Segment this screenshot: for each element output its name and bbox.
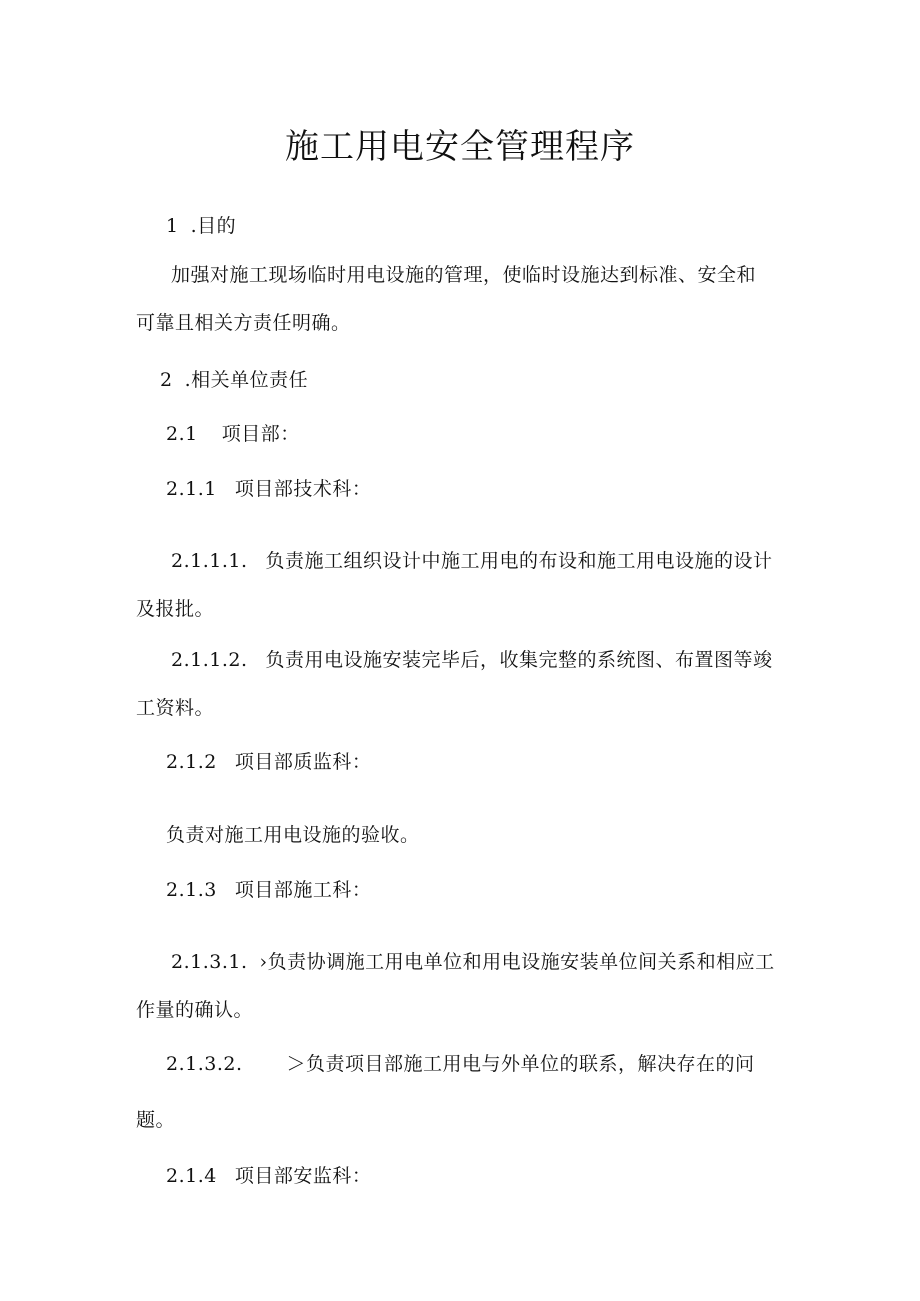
paragraph-line: 题。	[136, 1109, 176, 1131]
item-number: 2.1.3.2.	[166, 1053, 243, 1075]
paragraph-line: 工资料。	[136, 697, 215, 719]
subsection-2-1	[166, 422, 300, 446]
paragraph-line: 可靠且相关方责任明确。	[136, 312, 351, 334]
section-number: 1	[166, 215, 179, 237]
item-text: 负责用电设施安装完毕后，收集完整的系统图、布置图等竣	[265, 649, 773, 671]
item-number: 2.1.3.1.	[171, 951, 248, 973]
section-title: .相关单位责任	[184, 369, 309, 391]
subsection-number: 2.1.1	[166, 478, 217, 500]
paragraph-line: 加强对施工现场临时用电设施的管理，使临时设施达到标准、安全和	[171, 264, 757, 286]
subsection-number: 2.1.3	[166, 879, 217, 901]
document-title: 施工用电安全管理程序	[285, 127, 635, 167]
section-title: .目的	[190, 215, 237, 237]
item-2-1-1-2	[171, 648, 773, 672]
paragraph-line: 负责对施工用电设施的验收。	[166, 824, 420, 846]
item-text: 负责施工组织设计中施工用电的布设和施工用电设施的设计	[265, 550, 773, 572]
section-1-heading	[166, 214, 236, 238]
paragraph-line: 作量的确认。	[136, 999, 254, 1021]
subsection-title: 项目部技术科：	[234, 478, 372, 500]
item-2-1-1-1	[171, 549, 773, 573]
item-2-1-3-2	[166, 1052, 755, 1076]
subsection-title: 项目部质监科：	[234, 751, 372, 773]
section-2-heading	[160, 368, 308, 392]
subsection-2-1-1	[166, 477, 371, 501]
item-number: 2.1.1.2.	[171, 649, 248, 671]
subsection-2-1-2	[166, 750, 371, 774]
subsection-2-1-4	[166, 1164, 371, 1188]
item-number: 2.1.1.1.	[171, 550, 248, 572]
subsection-number: 2.1	[166, 423, 198, 445]
item-text: ＞负责项目部施工用电与外单位的联系，解决存在的问	[286, 1053, 755, 1075]
item-text: ›负责协调施工用电单位和用电设施安装单位间关系和相应工	[259, 951, 775, 973]
section-number: 2	[160, 369, 173, 391]
subsection-2-1-3	[166, 878, 371, 902]
paragraph-line: 及报批。	[136, 598, 215, 620]
subsection-number: 2.1.4	[166, 1165, 217, 1187]
subsection-title: 项目部安监科：	[234, 1165, 372, 1187]
subsection-title: 项目部施工科：	[234, 879, 372, 901]
item-2-1-3-1	[171, 950, 775, 974]
subsection-number: 2.1.2	[166, 751, 217, 773]
subsection-title: 项目部：	[221, 423, 300, 445]
